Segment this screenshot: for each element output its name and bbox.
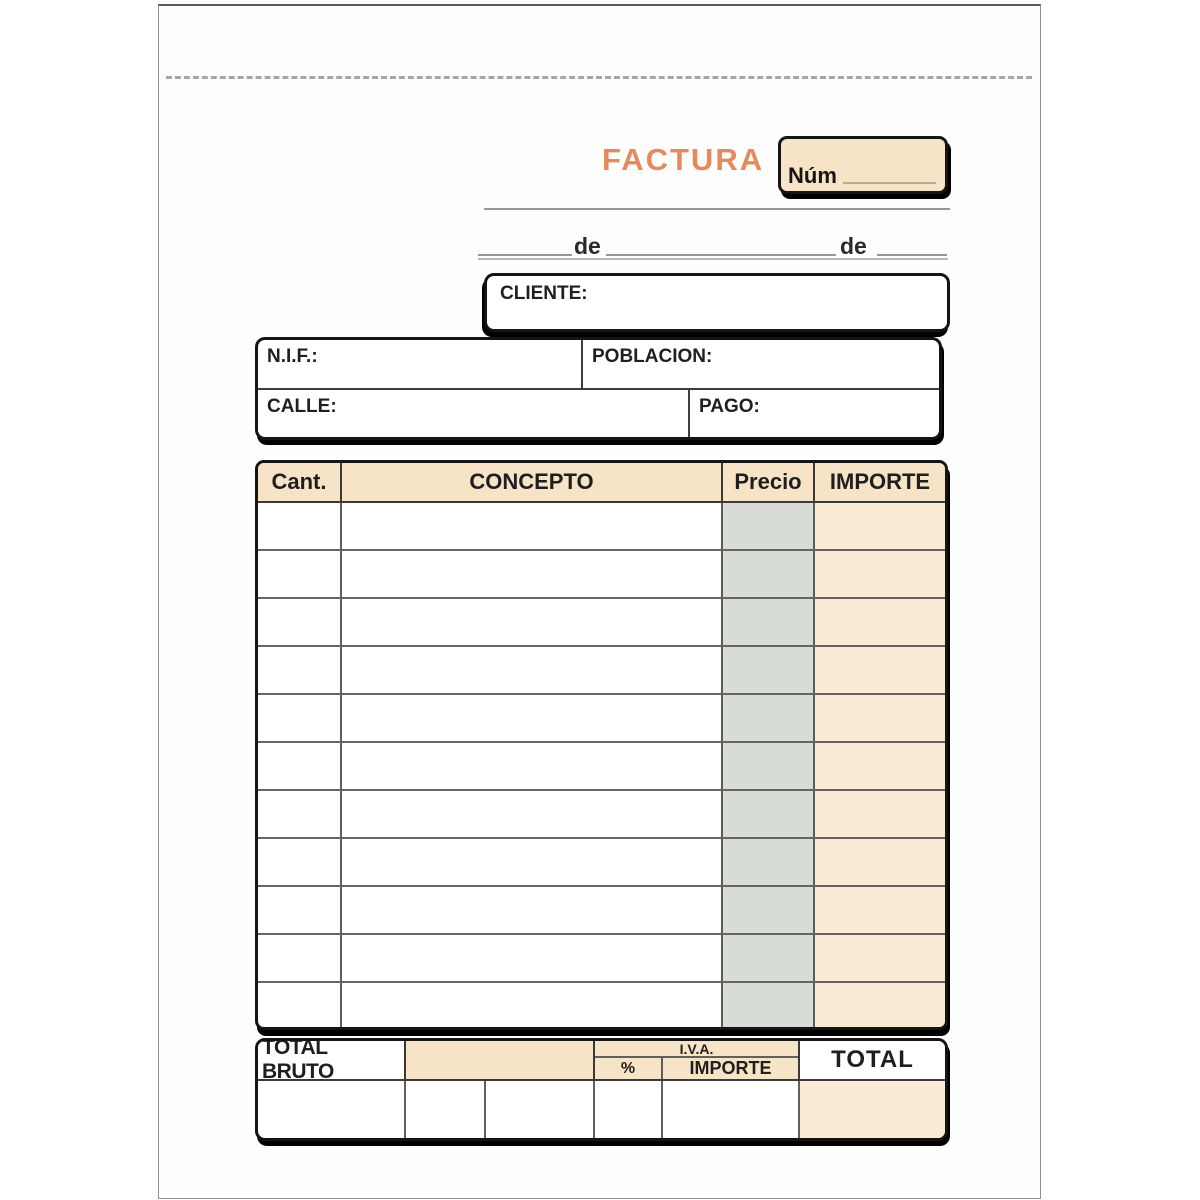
- totals-table: [255, 1038, 948, 1141]
- date-de-label-2: de: [840, 233, 867, 259]
- cell-cant: [258, 887, 342, 933]
- cell-concepto: [342, 695, 723, 741]
- cell-importe: [815, 695, 945, 741]
- iva-group: [595, 1041, 800, 1079]
- pago-field: [690, 390, 939, 438]
- items-table: [255, 460, 948, 1030]
- date-blank-month: [606, 254, 836, 256]
- cell-concepto: [342, 551, 723, 597]
- iva-percent-label: %: [595, 1058, 663, 1079]
- poblacion-label: POBLACION:: [592, 346, 713, 367]
- header-precio: Precio: [723, 463, 815, 501]
- cell-importe: [815, 791, 945, 837]
- date-line: [478, 228, 948, 260]
- cell-precio: [723, 935, 815, 981]
- cell-precio: [723, 647, 815, 693]
- cell-importe: [815, 887, 945, 933]
- cell-concepto: [342, 599, 723, 645]
- customer-details-box: [255, 337, 942, 440]
- iva-importe-label: IMPORTE: [689, 1058, 772, 1078]
- pago-label: PAGO:: [699, 395, 760, 417]
- header-concepto: CONCEPTO: [342, 463, 723, 501]
- cell-cant: [258, 647, 342, 693]
- cell-concepto: [342, 839, 723, 885]
- perforation-dashed-line: [166, 76, 1032, 79]
- table-row: [258, 551, 945, 599]
- total-bruto-label: TOTAL BRUTO: [258, 1041, 406, 1079]
- totals-body-row: [258, 1081, 945, 1138]
- invoice-title: FACTURA: [602, 142, 765, 177]
- nif-field: [258, 340, 583, 388]
- iva-sublabels: [595, 1058, 798, 1079]
- calle-label: CALLE:: [267, 395, 337, 417]
- nif-label: N.I.F.:: [267, 346, 318, 367]
- table-row: [258, 743, 945, 791]
- table-row: [258, 839, 945, 887]
- date-de-label-1: de: [574, 233, 601, 259]
- cell-cant: [258, 599, 342, 645]
- iva-importe-cell: [663, 1081, 800, 1138]
- table-row: [258, 887, 945, 935]
- calle-field: [258, 390, 690, 438]
- cell-importe: [815, 935, 945, 981]
- num-blank-line: [843, 182, 936, 184]
- cell-importe: [815, 647, 945, 693]
- cell-cant: [258, 935, 342, 981]
- cell-precio: [723, 791, 815, 837]
- cell-importe: [815, 839, 945, 885]
- cell-concepto: [342, 647, 723, 693]
- date-blank-day: [478, 254, 572, 256]
- header-cant: Cant.: [258, 463, 342, 501]
- cell-precio: [723, 551, 815, 597]
- totals-header-row: [258, 1038, 945, 1083]
- date-underline-rule: [478, 258, 948, 260]
- invoice-number-box: [778, 136, 948, 194]
- cell-precio: [723, 599, 815, 645]
- cell-precio: [723, 839, 815, 885]
- cell-precio: [723, 887, 815, 933]
- total-value-cell: [800, 1081, 945, 1138]
- table-row: [258, 503, 945, 551]
- cell-concepto: [342, 791, 723, 837]
- cliente-box: [484, 273, 950, 332]
- table-row: [258, 935, 945, 983]
- calle-pago-row: [258, 390, 939, 438]
- totals-cell: [486, 1081, 595, 1138]
- cell-importe: [815, 743, 945, 789]
- date-blank-year: [877, 254, 947, 256]
- totals-cell: [406, 1081, 486, 1138]
- total-label: TOTAL: [800, 1041, 945, 1079]
- cell-cant: [258, 791, 342, 837]
- header-importe: IMPORTE: [829, 469, 931, 494]
- table-row: [258, 695, 945, 743]
- cell-cant: [258, 983, 342, 1030]
- cell-concepto: [342, 503, 723, 549]
- cell-precio: [723, 503, 815, 549]
- cell-concepto: [342, 743, 723, 789]
- cell-importe: [815, 551, 945, 597]
- cell-importe: [815, 983, 945, 1030]
- cell-concepto: [342, 983, 723, 1030]
- totals-cell: [258, 1081, 406, 1138]
- iva-percent-cell: [595, 1081, 663, 1138]
- cell-cant: [258, 743, 342, 789]
- cell-cant: [258, 551, 342, 597]
- table-row: [258, 599, 945, 647]
- cell-importe: [815, 503, 945, 549]
- poblacion-field: [583, 340, 939, 388]
- num-label: Núm: [788, 163, 837, 188]
- cliente-label: CLIENTE:: [500, 283, 588, 304]
- header-rule: [484, 208, 950, 210]
- cell-precio: [723, 695, 815, 741]
- cell-concepto: [342, 935, 723, 981]
- table-row: [258, 983, 945, 1030]
- iva-label: I.V.A.: [595, 1041, 798, 1058]
- table-row: [258, 791, 945, 839]
- items-table-header: [258, 463, 945, 503]
- cell-precio: [723, 743, 815, 789]
- cell-importe: [815, 599, 945, 645]
- nif-poblacion-row: [258, 340, 939, 390]
- items-table-body: [258, 503, 945, 1030]
- total-bruto-value-cell: [406, 1041, 595, 1079]
- cell-cant: [258, 503, 342, 549]
- cell-precio: [723, 983, 815, 1030]
- cell-cant: [258, 839, 342, 885]
- cell-concepto: [342, 887, 723, 933]
- cell-cant: [258, 695, 342, 741]
- table-row: [258, 647, 945, 695]
